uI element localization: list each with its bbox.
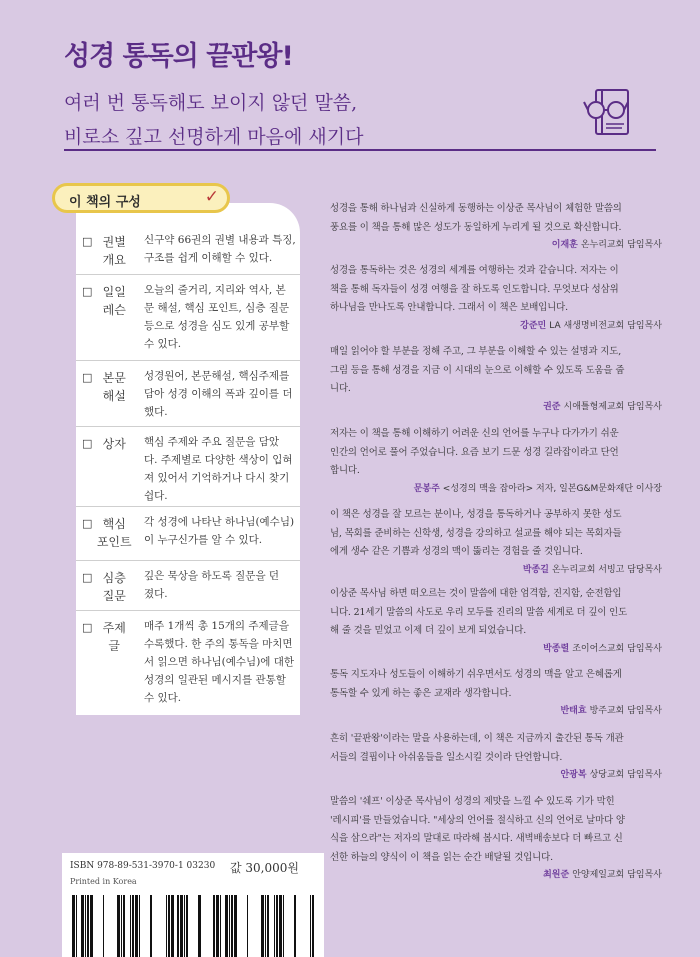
contents-row-description bbox=[144, 433, 296, 505]
contents-row-label-line: 질문 bbox=[102, 589, 126, 603]
barcode bbox=[70, 895, 316, 957]
contents-row-label-line: 일일 bbox=[102, 285, 126, 299]
reviewer-affiliation: 조이어스교회 담임목사 bbox=[572, 643, 662, 654]
checkbox-bullet: □ bbox=[82, 621, 93, 634]
contents-row-label bbox=[96, 233, 132, 275]
contents-row-description bbox=[144, 231, 296, 267]
reviewer-affiliation: 상당교회 담임목사 bbox=[589, 770, 662, 780]
contents-row-description bbox=[144, 367, 296, 421]
review-text bbox=[330, 506, 662, 562]
checkbox-bullet: □ bbox=[82, 517, 93, 530]
description-line: 등으로 성경을 심도 있게 공부할 bbox=[144, 320, 290, 332]
review-line: 통독 지도자나 성도들이 이해하기 쉬우면서도 성경의 맥을 알고 은혜롭게 bbox=[330, 669, 622, 680]
contents-row-label bbox=[96, 619, 132, 713]
printed-in: Printed in Korea bbox=[70, 877, 137, 886]
description-line: 했다. bbox=[144, 406, 168, 418]
review-line: 책을 통해 독자들이 성경 여행을 잘 하도록 인도합니다. 무엇보다 성삼위 bbox=[330, 283, 619, 295]
contents-row-head bbox=[76, 367, 132, 429]
description-line: 이 누구신가를 알 수 있다. bbox=[144, 534, 263, 546]
contents-row-label-line: 핵심 bbox=[102, 517, 126, 531]
review-block bbox=[330, 666, 662, 719]
description-line: 졌다. bbox=[144, 588, 168, 600]
review-line: 이상준 목사님 하면 떠오르는 것이 말씀에 대한 엄격함, 진지함, 순전함입 bbox=[330, 588, 622, 599]
reviewer-affiliation: 안양제일교회 담임목사 bbox=[572, 870, 662, 880]
description-line: 오늘의 줄거리, 지리와 역사, 본 bbox=[144, 284, 286, 296]
review-text bbox=[330, 425, 662, 481]
subtitle-line-2: 비로소 깊고 선명하게 마음에 새기다 bbox=[64, 126, 364, 148]
review-line: 통독할 수 있게 하는 좋은 교재라 생각합니다. bbox=[330, 687, 512, 699]
contents-tag-label: 이 책의 구성 bbox=[69, 195, 141, 210]
contents-row-label bbox=[96, 283, 132, 363]
review-author bbox=[330, 868, 662, 883]
contents-row bbox=[76, 231, 300, 275]
reviewer-affiliation: 시애틀형제교회 담임목사 bbox=[563, 401, 662, 412]
review-line: 말씀의 '쉐프' 이상준 목사님이 성경의 제맛을 느낄 수 있도록 기가 막힌 bbox=[330, 796, 615, 807]
book-glasses-icon bbox=[582, 80, 634, 138]
contents-row-head bbox=[76, 231, 132, 275]
checkbox-bullet: □ bbox=[82, 285, 93, 298]
description-line: 문 해설, 핵심 포인트, 심층 질문 bbox=[144, 302, 290, 314]
contents-row-label-line: 상자 bbox=[102, 437, 126, 451]
reviewer-name: 박종길 bbox=[522, 564, 549, 575]
review-author bbox=[330, 319, 662, 334]
reviewer-affiliation: 방주교회 담임목사 bbox=[589, 706, 662, 716]
review-text bbox=[330, 666, 662, 703]
contents-tag bbox=[52, 183, 230, 213]
description-line: 성경의 일관된 메시지를 관통할 bbox=[144, 674, 286, 686]
description-line: 다. 주제별로 다양한 색상이 입혀 bbox=[144, 454, 293, 466]
review-block bbox=[330, 262, 662, 334]
contents-row bbox=[76, 426, 300, 509]
description-line: 신구약 66권의 권별 내용과 특징, bbox=[144, 234, 296, 246]
description-line: 서 읽으면 하나님(예수님)에 대한 bbox=[144, 656, 295, 668]
contents-row-head bbox=[76, 513, 132, 563]
review-line: 매일 읽어야 할 부분을 정해 주고, 그 부분을 이해할 수 있는 설명과 지도, bbox=[330, 346, 622, 357]
review-text bbox=[330, 585, 662, 641]
reviewer-affiliation: 온누리교회 담임목사 bbox=[580, 240, 662, 250]
review-line: '레시피'를 만들었습니다. "세상의 언어를 절식하고 신의 언어로 날마다 양 bbox=[330, 814, 625, 826]
review-text bbox=[330, 793, 662, 867]
review-author bbox=[330, 642, 662, 657]
contents-row-head bbox=[76, 281, 132, 363]
checkmark-icon: ✓ bbox=[204, 187, 219, 207]
description-line: 수 있다. bbox=[144, 338, 182, 350]
description-line: 구조를 쉽게 이해할 수 있다. bbox=[144, 252, 273, 264]
reviewer-name: 문봉주 bbox=[413, 483, 440, 494]
review-line: 합니다. bbox=[330, 465, 360, 476]
review-line: 풍요를 이 책을 통해 많은 성도가 동일하게 누리게 될 것으로 확신합니다. bbox=[330, 221, 622, 233]
contents-row-label-line: 개요 bbox=[102, 253, 126, 267]
review-line: 서들의 결핍이나 아쉬움들을 일소시킬 것이라 단언합니다. bbox=[330, 751, 563, 763]
review-line: 성경을 통독하는 것은 성경의 세계를 여행하는 것과 같습니다. 저자는 이 bbox=[330, 265, 619, 276]
review-text bbox=[330, 200, 662, 237]
review-line: 인간의 언어로 풀어 주었습니다. 요즘 보기 드문 성경 길라잡이라고 단언 bbox=[330, 446, 619, 458]
contents-row-label-line: 주제 bbox=[102, 621, 126, 635]
checkbox-bullet: □ bbox=[82, 371, 93, 384]
contents-row-label-line: 레슨 bbox=[102, 303, 126, 317]
review-line: 성경을 통해 하나님과 신실하게 동행하는 이상준 목사님이 체험한 말씀의 bbox=[330, 203, 622, 214]
review-line: 니다. 21세기 말씀의 사도로 우리 모두를 진리의 말씀 세계로 더 깊이 인도 bbox=[330, 606, 628, 618]
review-line: 이 책은 성경을 잘 모르는 분이나, 성경을 통독하거나 공부하지 못한 성도 bbox=[330, 509, 622, 520]
contents-row-label-line: 글 bbox=[108, 639, 120, 653]
review-author bbox=[330, 482, 662, 497]
checkbox-bullet: □ bbox=[82, 437, 93, 450]
description-line: 성경원어, 본문해설, 핵심주제를 bbox=[144, 370, 290, 382]
contents-row bbox=[76, 506, 300, 563]
review-line: 해 줄 것을 믿었고 이제 더 깊이 보게 되었습니다. bbox=[330, 625, 527, 636]
book-subtitle bbox=[64, 86, 363, 154]
header-divider bbox=[64, 149, 656, 151]
reviewer-affiliation: LA 새생명비전교회 담임목사 bbox=[549, 320, 662, 331]
review-line: 에게 생수 같은 기쁨과 성경의 맥이 뚫리는 경험을 줄 것입니다. bbox=[330, 546, 583, 557]
reviewer-name: 박종렬 bbox=[543, 643, 570, 654]
description-line: 져 있어서 기억하거나 다시 찾기 bbox=[144, 472, 290, 484]
checkbox-bullet: □ bbox=[82, 235, 93, 248]
contents-row-label bbox=[96, 515, 132, 563]
review-line: 하나님을 만나도록 안내합니다. 그래서 이 책은 보배입니다. bbox=[330, 302, 568, 313]
contents-row-head bbox=[76, 567, 132, 613]
review-line: 흔히 '끝판왕'이라는 말을 사용하는데, 이 책은 지금까지 출간된 통독 개관 bbox=[330, 733, 624, 744]
contents-row-label-line: 포인트 bbox=[96, 535, 132, 549]
review-author bbox=[330, 400, 662, 415]
description-line: 각 성경에 나타난 하나님(예수님) bbox=[144, 516, 295, 528]
description-line: 매주 1개씩 총 15개의 주제글을 bbox=[144, 620, 289, 632]
description-line: 수록했다. 한 주의 통독을 마치면 bbox=[144, 638, 293, 650]
review-author bbox=[330, 563, 662, 578]
contents-row bbox=[76, 274, 300, 363]
review-line: 선한 하늘의 양식이 이 책을 읽는 순간 배달될 것입니다. bbox=[330, 851, 553, 863]
review-block bbox=[330, 730, 662, 783]
contents-row-label bbox=[96, 569, 132, 613]
review-text bbox=[330, 343, 662, 399]
price: 값 30,000원 bbox=[230, 861, 299, 875]
review-line: 그림 등을 통해 성경을 지금 이 시대의 눈으로 이해할 수 있도록 도움을 줍 bbox=[330, 364, 625, 376]
contents-row-description bbox=[144, 513, 296, 549]
contents-row bbox=[76, 560, 300, 613]
review-author bbox=[330, 238, 662, 253]
contents-row-head bbox=[76, 433, 132, 509]
review-author bbox=[330, 704, 662, 719]
description-line: 핵심 주제와 주요 질문을 담았 bbox=[144, 436, 280, 448]
reviewer-name: 최원준 bbox=[543, 870, 570, 880]
book-headline: 성경 통독의 끝판왕! bbox=[64, 41, 293, 72]
review-text bbox=[330, 262, 662, 318]
contents-row-description bbox=[144, 281, 296, 353]
review-block bbox=[330, 200, 662, 253]
contents-row-description bbox=[144, 567, 296, 603]
reviewer-affiliation: <성경의 맥을 잡아라> 저자, 일본G&M문화재단 이사장 bbox=[442, 483, 662, 494]
checkbox-bullet: □ bbox=[82, 571, 93, 584]
contents-row-label bbox=[96, 435, 132, 509]
contents-row bbox=[76, 360, 300, 429]
review-line: 니다. bbox=[330, 383, 351, 394]
reviewer-name: 반태효 bbox=[560, 706, 587, 716]
review-author bbox=[330, 768, 662, 783]
review-block bbox=[330, 425, 662, 497]
reviewer-name: 강준민 bbox=[520, 320, 547, 331]
review-block bbox=[330, 585, 662, 657]
contents-row-label-line: 해설 bbox=[102, 389, 126, 403]
description-line: 쉽다. bbox=[144, 490, 168, 502]
review-line: 님, 목회를 준비하는 신학생, 성경을 강의하고 설교를 해야 되는 목회자들 bbox=[330, 527, 622, 539]
reviewer-name: 안광복 bbox=[560, 770, 587, 780]
contents-row-label-line: 권별 bbox=[102, 235, 126, 249]
reviewer-name: 이재훈 bbox=[551, 240, 578, 250]
contents-row-head bbox=[76, 617, 132, 713]
contents-row-description bbox=[144, 617, 296, 707]
isbn-number: ISBN 978-89-531-3970-1 03230 bbox=[70, 861, 216, 871]
review-block bbox=[330, 506, 662, 578]
contents-row-label-line: 본문 bbox=[102, 371, 126, 385]
review-text bbox=[330, 730, 662, 767]
contents-row bbox=[76, 610, 300, 713]
description-line: 수 있다. bbox=[144, 692, 182, 704]
subtitle-line-1: 여러 번 통독해도 보이지 않던 말씀, bbox=[64, 92, 358, 114]
description-line: 담아 성경 이해의 폭과 깊이를 더 bbox=[144, 388, 293, 400]
description-line: 깊은 묵상을 하도록 질문을 던 bbox=[144, 570, 280, 582]
review-line: 식을 삼으라"는 저자의 말대로 따라해 봅시다. 새벽배송보다 더 빠르고 신 bbox=[330, 833, 623, 844]
reviewer-affiliation: 온누리교회 서빙고 담당목사 bbox=[551, 564, 662, 575]
contents-row-label bbox=[96, 369, 132, 429]
contents-row-label-line: 심층 bbox=[102, 571, 126, 585]
isbn-box bbox=[62, 853, 324, 957]
review-block bbox=[330, 793, 662, 883]
review-line: 저자는 이 책을 통해 이해하기 어려운 신의 언어를 누구나 다가가기 쉬운 bbox=[330, 428, 619, 439]
reviewer-name: 권준 bbox=[543, 401, 561, 412]
review-block bbox=[330, 343, 662, 415]
